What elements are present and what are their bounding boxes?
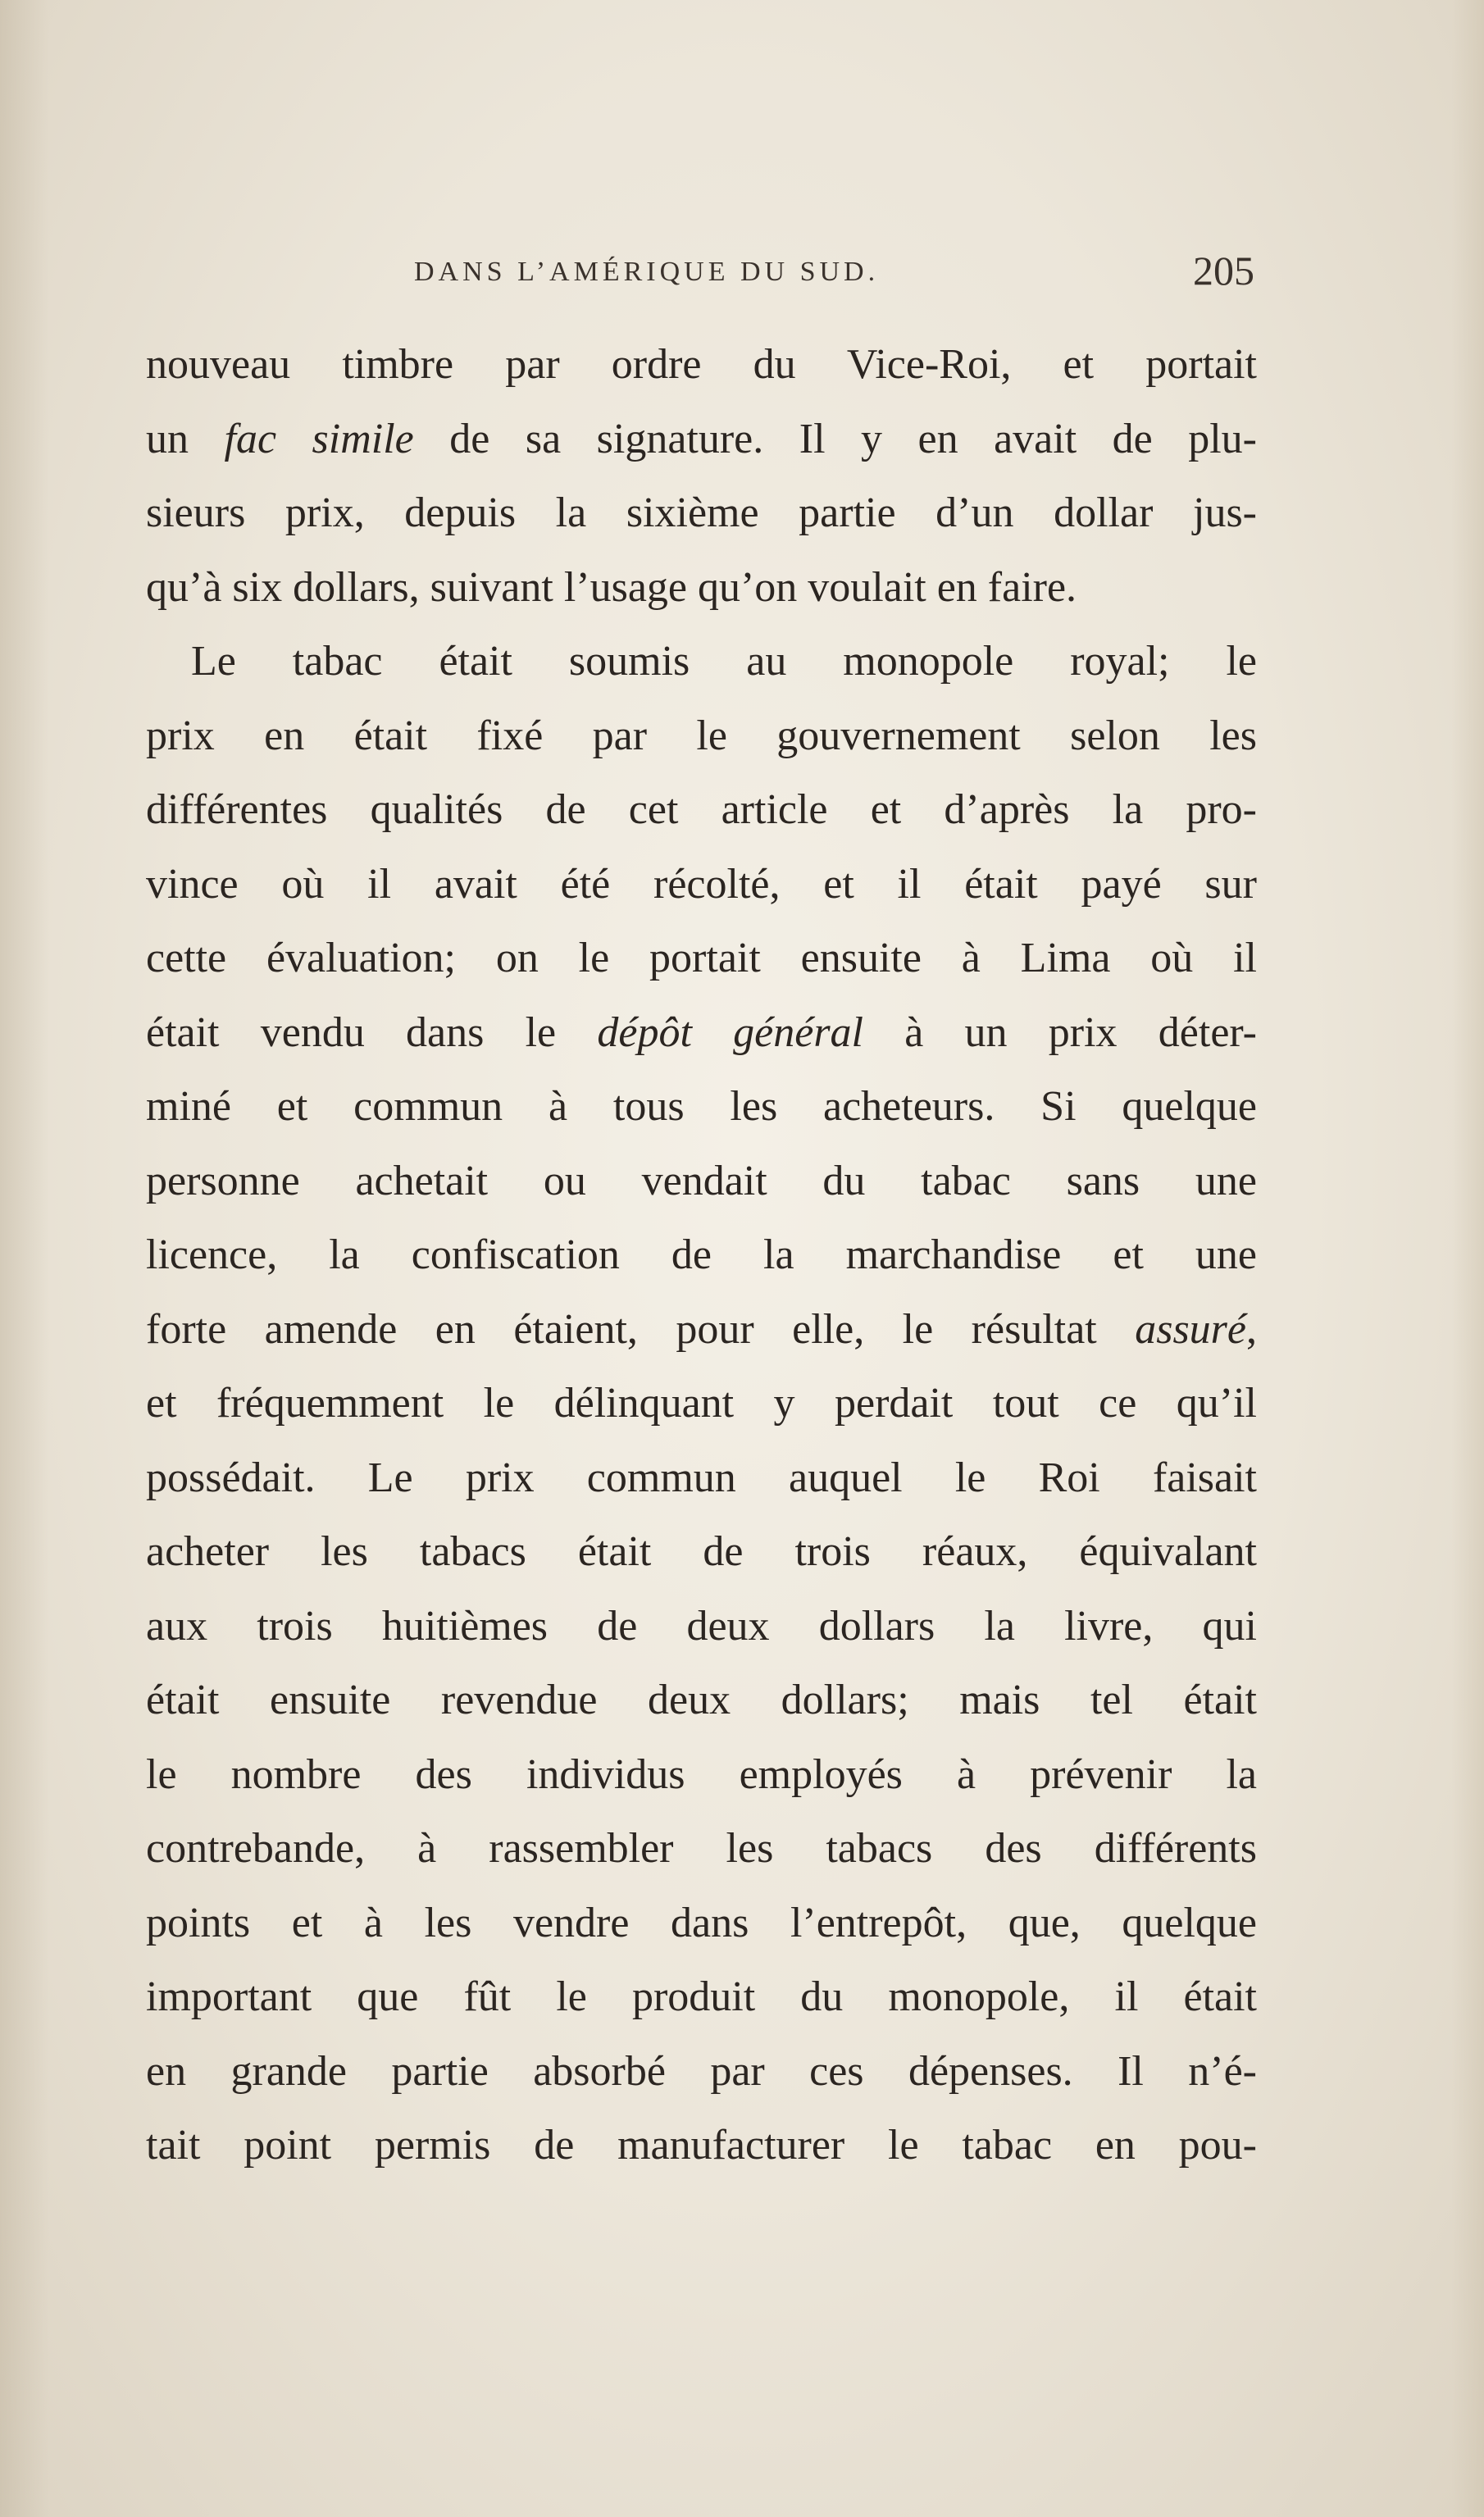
text-line: acheter les tabacs était de trois réaux, équivalant xyxy=(146,1528,1257,1575)
text-line: licence, la confiscation de la marchandise et une xyxy=(146,1231,1257,1278)
italic-phrase: dépôt général xyxy=(597,1008,863,1056)
text-line: contrebande, à rassembler les tabacs des différents xyxy=(146,1825,1257,1872)
text-line: vince où il avait été récolté, et il était payé sur xyxy=(146,860,1257,908)
text-line: était vendu dans le dépôt général à un prix déter- xyxy=(146,1008,1257,1056)
text-line: le nombre des individus employés à prévenir la xyxy=(146,1750,1257,1798)
running-head xyxy=(148,250,1254,299)
text-line: miné et commun à tous les acheteurs. Si quelque xyxy=(146,1083,1257,1130)
text-line: possédait. Le prix commun auquel le Roi faisait xyxy=(146,1454,1257,1501)
running-title: DANS L’AMÉRIQUE DU SUD. xyxy=(414,257,880,287)
italic-phrase: assuré xyxy=(1135,1305,1246,1353)
text-line: tait point permis de manufacturer le tabac en pou- xyxy=(146,2122,1257,2169)
text-line: différentes qualités de cet article et d’après la pro- xyxy=(146,786,1257,833)
text-line: était ensuite revendue deux dollars; mais tel était xyxy=(146,1677,1257,1723)
text-line: nouveau timbre par ordre du Vice-Roi, et portait xyxy=(146,341,1257,388)
body-text xyxy=(146,328,1257,2183)
text-line: et fréquemment le délinquant y perdait tout ce qu’il xyxy=(146,1380,1257,1427)
text-line: points et à les vendre dans l’entrepôt, que, quelque xyxy=(146,1899,1257,1946)
text-line: forte amende en étaient, pour elle, le résultat assuré, xyxy=(146,1305,1257,1353)
paragraph-start-line: Le tabac était soumis au monopole royal; le xyxy=(191,638,1257,685)
text-line: un fac simile de sa signature. Il y en avait de plu- xyxy=(146,415,1257,462)
text-line: aux trois huitièmes de deux dollars la livre, qui xyxy=(146,1602,1257,1650)
text-line: important que fût le produit du monopole, il était xyxy=(146,1973,1257,2020)
italic-phrase: fac simile xyxy=(224,415,414,462)
text-line: qu’à six dollars, suivant l’usage qu’on voulait en faire. xyxy=(146,563,1077,611)
text-line: cette évaluation; on le portait ensuite à Lima où il xyxy=(146,935,1257,981)
text-line: personne achetait ou vendait du tabac sans une xyxy=(146,1157,1257,1204)
text-line: prix en était fixé par le gouvernement selon les xyxy=(146,712,1257,759)
page-number: 205 xyxy=(1193,248,1254,294)
text-line: sieurs prix, depuis la sixième partie d’un dollar jus- xyxy=(146,489,1257,536)
text-line: en grande partie absorbé par ces dépenses. Il n’é- xyxy=(146,2047,1257,2095)
